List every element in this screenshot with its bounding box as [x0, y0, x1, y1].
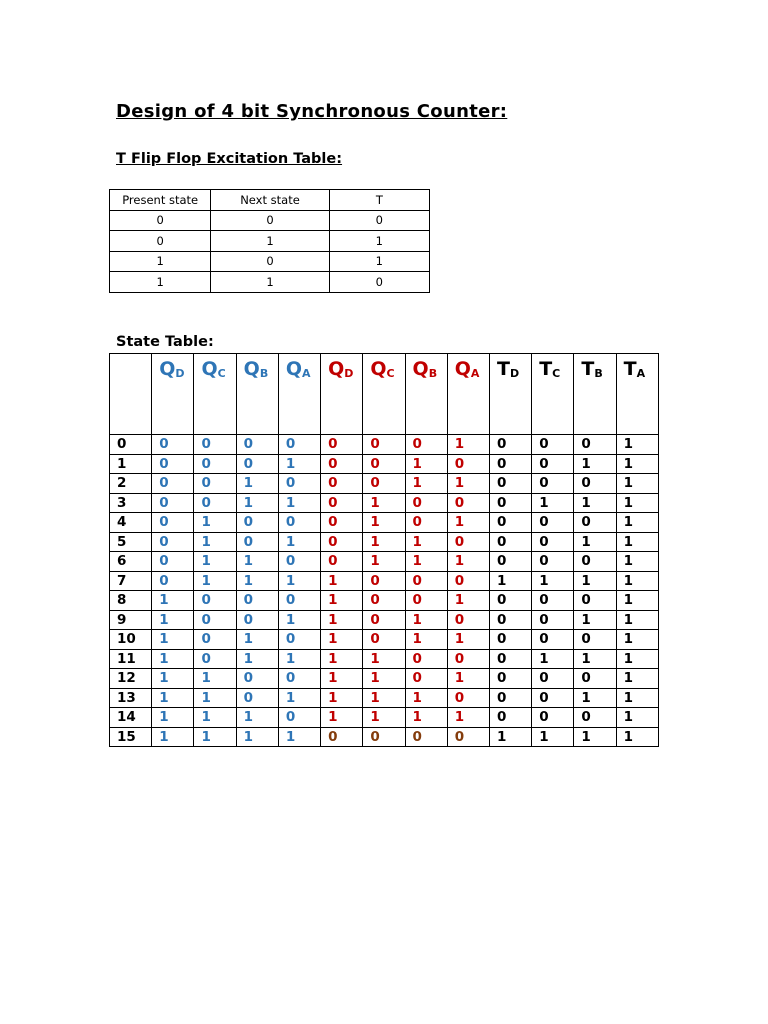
- state-row-index: 15: [110, 727, 152, 747]
- state-cell-t: 0: [532, 552, 574, 572]
- state-row-index: 12: [110, 669, 152, 689]
- state-cell-present: 1: [194, 727, 236, 747]
- excitation-row: [110, 251, 430, 272]
- state-cell-next: 0: [405, 727, 447, 747]
- state-cell-present: 1: [194, 532, 236, 552]
- state-header-subscript: D: [175, 367, 185, 380]
- state-cell-next: 0: [405, 669, 447, 689]
- excitation-header-row: [110, 190, 430, 211]
- state-row-index: 2: [110, 474, 152, 494]
- state-cell-next: 1: [321, 649, 363, 669]
- state-cell-next: 1: [447, 708, 489, 728]
- state-cell-present: 0: [278, 669, 320, 689]
- state-cell-next: 1: [447, 513, 489, 533]
- state-cell-t: 1: [616, 532, 658, 552]
- state-cell-present: 0: [152, 552, 194, 572]
- state-cell-present: 0: [152, 493, 194, 513]
- state-cell-present: 0: [194, 649, 236, 669]
- excitation-row: [110, 210, 430, 231]
- excitation-cell: 0: [110, 231, 211, 252]
- state-cell-next: 1: [321, 630, 363, 650]
- state-cell-present: 1: [194, 669, 236, 689]
- state-cell-present: 1: [194, 513, 236, 533]
- state-cell-t: 1: [574, 727, 616, 747]
- state-row-index: 4: [110, 513, 152, 533]
- state-cell-t: 1: [616, 474, 658, 494]
- state-cell-t: 1: [574, 493, 616, 513]
- state-cell-present: 0: [152, 474, 194, 494]
- state-cell-t: 0: [532, 708, 574, 728]
- state-cell-present: 0: [194, 435, 236, 455]
- excitation-row: [110, 272, 430, 293]
- state-cell-next: 1: [405, 688, 447, 708]
- state-cell-present: 0: [278, 435, 320, 455]
- state-table-heading: State Table:: [116, 334, 214, 350]
- state-header-q-d: [152, 354, 194, 435]
- state-header-t-c: [532, 354, 574, 435]
- state-cell-present: 1: [152, 727, 194, 747]
- state-cell-next: 1: [363, 532, 405, 552]
- state-row-index: 6: [110, 552, 152, 572]
- state-cell-next: 1: [321, 669, 363, 689]
- page-title: Design of 4 bit Synchronous Counter:: [116, 101, 508, 122]
- state-cell-t: 0: [532, 591, 574, 611]
- state-header-q-c: [363, 354, 405, 435]
- state-cell-t: 1: [616, 727, 658, 747]
- state-cell-t: 0: [532, 610, 574, 630]
- state-header-t-d: [489, 354, 531, 435]
- state-cell-present: 1: [194, 688, 236, 708]
- excitation-cell: 1: [211, 272, 329, 293]
- excitation-cell: 1: [110, 272, 211, 293]
- state-header-symbol: Q: [412, 358, 429, 380]
- state-cell-next: 1: [405, 708, 447, 728]
- state-row-index: 14: [110, 708, 152, 728]
- state-row: [110, 435, 659, 455]
- state-cell-present: 1: [236, 630, 278, 650]
- state-row-index: 5: [110, 532, 152, 552]
- state-cell-present: 1: [278, 649, 320, 669]
- state-cell-next: 0: [405, 513, 447, 533]
- state-cell-present: 0: [236, 532, 278, 552]
- state-cell-t: 1: [616, 708, 658, 728]
- excitation-cell: 1: [211, 231, 329, 252]
- state-row-index: 10: [110, 630, 152, 650]
- state-row-index: 0: [110, 435, 152, 455]
- state-header-subscript: B: [428, 367, 438, 380]
- state-cell-t: 1: [489, 571, 531, 591]
- excitation-header-next: Next state: [211, 190, 329, 211]
- state-cell-present: 1: [152, 591, 194, 611]
- state-cell-next: 1: [447, 669, 489, 689]
- state-cell-t: 1: [616, 552, 658, 572]
- state-cell-present: 0: [278, 708, 320, 728]
- state-header-subscript: C: [217, 367, 226, 380]
- state-header-subscript: B: [594, 367, 603, 380]
- state-cell-present: 1: [152, 669, 194, 689]
- state-cell-next: 1: [363, 669, 405, 689]
- state-cell-present: 1: [236, 649, 278, 669]
- state-cell-present: 0: [278, 630, 320, 650]
- state-cell-present: 0: [236, 610, 278, 630]
- state-row: [110, 513, 659, 533]
- state-row: [110, 474, 659, 494]
- state-header-subscript: C: [552, 367, 561, 380]
- state-cell-t: 0: [574, 591, 616, 611]
- excitation-cell: 0: [329, 210, 429, 231]
- state-header-subscript: B: [259, 367, 269, 380]
- state-cell-next: 0: [447, 688, 489, 708]
- state-cell-present: 0: [194, 630, 236, 650]
- state-cell-present: 1: [236, 571, 278, 591]
- state-cell-t: 0: [489, 669, 531, 689]
- state-cell-present: 0: [278, 552, 320, 572]
- state-cell-next: 1: [363, 493, 405, 513]
- state-cell-present: 0: [152, 435, 194, 455]
- state-cell-t: 1: [616, 649, 658, 669]
- state-cell-present: 0: [194, 591, 236, 611]
- state-cell-present: 0: [278, 474, 320, 494]
- excitation-table-heading: T Flip Flop Excitation Table:: [116, 151, 343, 167]
- state-cell-present: 1: [278, 571, 320, 591]
- state-row: [110, 571, 659, 591]
- state-cell-t: 0: [532, 688, 574, 708]
- state-cell-t: 1: [616, 435, 658, 455]
- state-cell-next: 0: [321, 552, 363, 572]
- state-cell-next: 1: [321, 591, 363, 611]
- state-cell-present: 0: [236, 454, 278, 474]
- state-cell-t: 0: [489, 513, 531, 533]
- state-cell-next: 1: [321, 708, 363, 728]
- state-cell-t: 0: [489, 649, 531, 669]
- state-cell-t: 0: [532, 454, 574, 474]
- state-cell-t: 0: [489, 708, 531, 728]
- state-cell-present: 1: [278, 727, 320, 747]
- state-cell-next: 1: [363, 708, 405, 728]
- excitation-cell: 1: [329, 231, 429, 252]
- state-header-subscript: A: [636, 367, 646, 380]
- state-row: [110, 669, 659, 689]
- state-cell-t: 0: [489, 532, 531, 552]
- state-cell-next: 1: [363, 552, 405, 572]
- state-header-symbol: T: [623, 358, 637, 380]
- state-cell-t: 0: [489, 552, 531, 572]
- excitation-row: [110, 231, 430, 252]
- state-cell-present: 0: [236, 435, 278, 455]
- state-cell-t: 1: [532, 649, 574, 669]
- excitation-header-t: T: [329, 190, 429, 211]
- state-cell-t: 1: [616, 669, 658, 689]
- state-table: [109, 353, 659, 747]
- state-cell-present: 0: [236, 513, 278, 533]
- state-cell-present: 1: [278, 454, 320, 474]
- state-cell-next: 1: [405, 454, 447, 474]
- state-cell-present: 1: [236, 552, 278, 572]
- state-cell-t: 0: [532, 513, 574, 533]
- state-cell-next: 0: [447, 493, 489, 513]
- state-cell-t: 0: [489, 493, 531, 513]
- state-cell-t: 1: [574, 571, 616, 591]
- state-cell-next: 0: [405, 493, 447, 513]
- state-cell-next: 1: [321, 571, 363, 591]
- state-row: [110, 708, 659, 728]
- state-header-symbol: Q: [285, 358, 303, 380]
- state-header-q-a: [447, 354, 489, 435]
- state-cell-present: 1: [236, 727, 278, 747]
- state-header-symbol: Q: [201, 358, 218, 380]
- state-cell-t: 0: [489, 591, 531, 611]
- state-cell-t: 1: [616, 571, 658, 591]
- state-cell-next: 1: [363, 649, 405, 669]
- state-cell-next: 0: [363, 630, 405, 650]
- state-cell-present: 0: [152, 571, 194, 591]
- state-cell-next: 0: [447, 454, 489, 474]
- state-header-symbol: Q: [159, 358, 176, 380]
- state-cell-t: 1: [616, 591, 658, 611]
- state-cell-next: 1: [447, 435, 489, 455]
- state-cell-present: 1: [236, 708, 278, 728]
- state-cell-t: 1: [532, 571, 574, 591]
- state-cell-t: 1: [574, 649, 616, 669]
- state-cell-present: 1: [278, 493, 320, 513]
- state-cell-present: 1: [194, 552, 236, 572]
- excitation-cell: 0: [211, 210, 329, 231]
- state-cell-next: 0: [363, 454, 405, 474]
- state-cell-next: 1: [405, 630, 447, 650]
- state-cell-next: 0: [321, 513, 363, 533]
- state-cell-present: 0: [194, 454, 236, 474]
- state-header-symbol: Q: [370, 358, 387, 380]
- state-header-subscript: A: [302, 367, 311, 380]
- state-cell-next: 0: [405, 571, 447, 591]
- state-header-symbol: T: [581, 358, 595, 380]
- state-cell-present: 0: [278, 591, 320, 611]
- state-cell-t: 0: [532, 630, 574, 650]
- state-header-q-a: [278, 354, 320, 435]
- state-cell-present: 1: [152, 708, 194, 728]
- state-cell-next: 0: [321, 435, 363, 455]
- state-row-index: 1: [110, 454, 152, 474]
- state-cell-t: 0: [574, 630, 616, 650]
- state-header-index: [110, 354, 152, 435]
- state-cell-next: 0: [363, 474, 405, 494]
- state-cell-next: 1: [363, 513, 405, 533]
- state-cell-present: 1: [236, 474, 278, 494]
- state-cell-next: 1: [363, 688, 405, 708]
- state-cell-next: 0: [363, 727, 405, 747]
- state-cell-t: 1: [616, 493, 658, 513]
- state-cell-present: 1: [194, 708, 236, 728]
- state-cell-present: 0: [194, 474, 236, 494]
- state-cell-next: 0: [447, 610, 489, 630]
- state-cell-next: 0: [447, 532, 489, 552]
- state-cell-t: 1: [616, 630, 658, 650]
- state-cell-next: 0: [405, 649, 447, 669]
- state-cell-next: 0: [321, 532, 363, 552]
- state-cell-present: 0: [236, 591, 278, 611]
- state-cell-present: 0: [278, 513, 320, 533]
- excitation-cell: 1: [110, 251, 211, 272]
- state-header-q-b: [405, 354, 447, 435]
- state-header-subscript: C: [386, 367, 395, 380]
- state-cell-t: 1: [489, 727, 531, 747]
- state-cell-t: 0: [532, 532, 574, 552]
- state-cell-t: 0: [489, 474, 531, 494]
- state-row-index: 9: [110, 610, 152, 630]
- state-cell-next: 1: [321, 610, 363, 630]
- state-cell-next: 1: [321, 688, 363, 708]
- state-row: [110, 493, 659, 513]
- state-cell-next: 0: [447, 649, 489, 669]
- state-cell-next: 1: [405, 610, 447, 630]
- state-row: [110, 532, 659, 552]
- state-cell-t: 0: [532, 669, 574, 689]
- state-row: [110, 610, 659, 630]
- state-header-t-b: [574, 354, 616, 435]
- state-cell-next: 1: [447, 630, 489, 650]
- state-cell-t: 1: [574, 454, 616, 474]
- state-cell-present: 1: [152, 630, 194, 650]
- state-cell-next: 1: [405, 552, 447, 572]
- state-cell-t: 1: [532, 493, 574, 513]
- state-cell-next: 0: [363, 571, 405, 591]
- state-header-q-d: [321, 354, 363, 435]
- state-row: [110, 591, 659, 611]
- state-cell-t: 0: [532, 474, 574, 494]
- state-header-q-b: [236, 354, 278, 435]
- state-cell-present: 0: [236, 669, 278, 689]
- state-cell-t: 0: [489, 610, 531, 630]
- state-cell-next: 1: [447, 474, 489, 494]
- state-header-t-a: [616, 354, 658, 435]
- state-row-index: 13: [110, 688, 152, 708]
- state-header-row: [110, 354, 659, 435]
- state-cell-present: 1: [152, 688, 194, 708]
- state-cell-next: 0: [363, 591, 405, 611]
- state-header-subscript: D: [344, 367, 354, 380]
- state-row-index: 3: [110, 493, 152, 513]
- excitation-header-present: Present state: [110, 190, 211, 211]
- state-row: [110, 688, 659, 708]
- state-cell-next: 0: [447, 727, 489, 747]
- state-cell-t: 1: [616, 513, 658, 533]
- state-cell-t: 1: [574, 688, 616, 708]
- state-cell-next: 1: [405, 474, 447, 494]
- state-cell-present: 0: [152, 513, 194, 533]
- state-row: [110, 727, 659, 747]
- state-cell-t: 1: [532, 727, 574, 747]
- state-cell-t: 1: [574, 610, 616, 630]
- excitation-cell: 0: [110, 210, 211, 231]
- state-row: [110, 649, 659, 669]
- state-row: [110, 552, 659, 572]
- state-row: [110, 454, 659, 474]
- state-cell-t: 1: [616, 454, 658, 474]
- state-cell-next: 0: [321, 474, 363, 494]
- state-cell-present: 1: [152, 610, 194, 630]
- state-cell-present: 0: [236, 688, 278, 708]
- state-cell-present: 0: [194, 493, 236, 513]
- excitation-cell: 0: [329, 272, 429, 293]
- state-cell-present: 0: [152, 454, 194, 474]
- state-cell-t: 0: [532, 435, 574, 455]
- state-header-symbol: Q: [328, 358, 345, 380]
- state-header-symbol: T: [496, 358, 510, 380]
- state-cell-next: 0: [321, 454, 363, 474]
- state-cell-t: 0: [574, 552, 616, 572]
- excitation-table: [109, 189, 430, 293]
- state-header-q-c: [194, 354, 236, 435]
- state-header-subscript: D: [509, 367, 520, 380]
- state-cell-present: 1: [278, 688, 320, 708]
- state-cell-present: 1: [152, 649, 194, 669]
- state-cell-t: 0: [489, 630, 531, 650]
- state-cell-t: 0: [489, 435, 531, 455]
- state-cell-t: 0: [489, 454, 531, 474]
- state-cell-present: 1: [278, 532, 320, 552]
- state-row: [110, 630, 659, 650]
- state-cell-next: 0: [363, 435, 405, 455]
- state-cell-next: 0: [405, 591, 447, 611]
- excitation-cell: 1: [329, 251, 429, 272]
- state-cell-next: 0: [405, 435, 447, 455]
- state-cell-next: 0: [321, 727, 363, 747]
- state-cell-next: 1: [405, 532, 447, 552]
- state-cell-present: 1: [194, 571, 236, 591]
- state-header-symbol: Q: [243, 358, 260, 380]
- state-cell-present: 1: [236, 493, 278, 513]
- state-cell-t: 0: [489, 688, 531, 708]
- state-cell-t: 1: [574, 532, 616, 552]
- state-cell-t: 0: [574, 513, 616, 533]
- state-cell-present: 0: [194, 610, 236, 630]
- excitation-cell: 0: [211, 251, 329, 272]
- state-cell-next: 0: [363, 610, 405, 630]
- state-header-symbol: Q: [454, 358, 471, 380]
- state-cell-present: 0: [152, 532, 194, 552]
- state-cell-present: 1: [278, 610, 320, 630]
- state-row-index: 7: [110, 571, 152, 591]
- state-cell-next: 1: [447, 591, 489, 611]
- state-cell-t: 0: [574, 669, 616, 689]
- state-cell-next: 1: [447, 552, 489, 572]
- state-cell-t: 0: [574, 708, 616, 728]
- state-cell-next: 0: [321, 493, 363, 513]
- state-cell-t: 0: [574, 435, 616, 455]
- state-header-subscript: A: [470, 367, 480, 380]
- state-row-index: 8: [110, 591, 152, 611]
- state-header-symbol: T: [539, 358, 553, 380]
- state-row-index: 11: [110, 649, 152, 669]
- state-cell-t: 1: [616, 610, 658, 630]
- state-cell-t: 1: [616, 688, 658, 708]
- state-cell-next: 0: [447, 571, 489, 591]
- state-cell-t: 0: [574, 474, 616, 494]
